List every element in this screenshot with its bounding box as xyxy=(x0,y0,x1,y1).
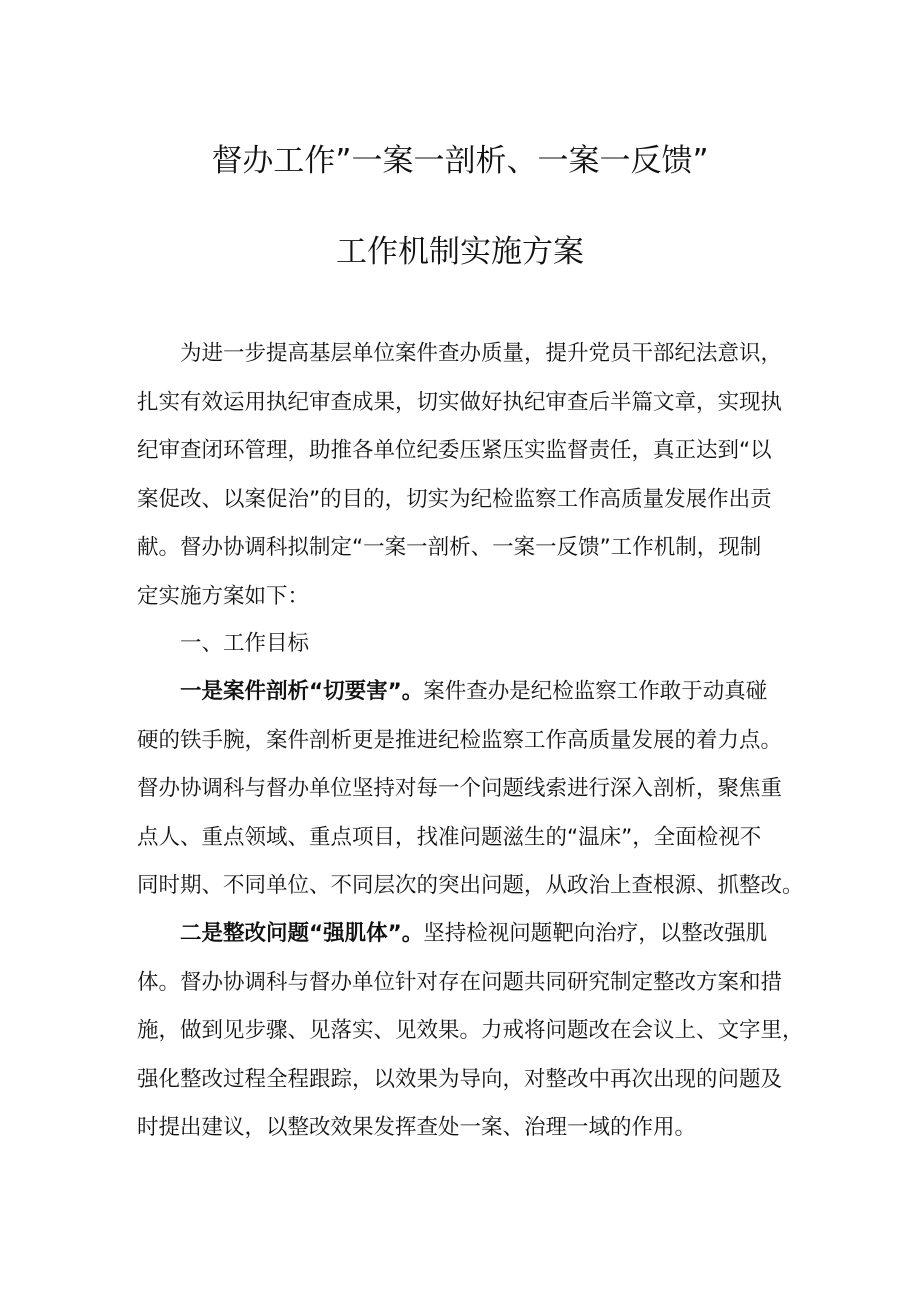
intro-line: 纪审查闭环管理，助推各单位纪委压紧压实监督责任，真正达到“以 xyxy=(137,438,772,463)
document-title-line-1: 督办工作”一案一剖析、一案一反馈” xyxy=(211,143,709,179)
intro-line: 为进一步提高基层单位案件查办质量，提升党员干部纪法意识， xyxy=(180,341,783,366)
intro-line: 定实施方案如下： xyxy=(137,583,310,609)
goal-item-1-lead: 一是案件剖析“切要害”。 xyxy=(180,679,424,704)
intro-line: 扎实有效运用执纪审查成果，切实做好执纪审查后半篇文章，实现执 xyxy=(137,389,783,415)
goal-item-1 xyxy=(137,668,804,911)
goal-item-2-line: 强化整改过程全程跟踪，以效果为导向，对整改中再次出现的问题及 xyxy=(137,1066,783,1092)
goal-item-1-line: 点人、重点领域、重点项目，找准问题滋生的“温床”，全面检视不 xyxy=(137,824,762,850)
goal-item-1-line: 硬的铁手腕，案件剖析更是推进纪检监察工作高质量发展的着力点。 xyxy=(137,727,783,753)
goal-item-2-lead: 二是整改问题“强肌体”。 xyxy=(180,921,424,946)
intro-line: 献。督办协调科拟制定“一案一剖析、一案一反馈”工作机制，现制 xyxy=(137,535,762,560)
goal-item-2-line: 体。督办协调科与督办单位针对存在问题共同研究制定整改方案和措 xyxy=(137,969,783,995)
goal-item-2 xyxy=(137,910,804,1153)
document-title-line-2: 工作机制实施方案 xyxy=(336,234,584,270)
goal-item-1-line: 同时期、不同单位、不同层次的突出问题，从政治上查根源、抓整改。 xyxy=(137,873,804,898)
goal-item-2-first-line xyxy=(137,910,787,959)
intro-paragraph xyxy=(137,330,787,621)
goal-item-1-first-line xyxy=(137,668,787,717)
goal-item-1-first-text: 案件查办是纪检监察工作敢于动真碰 xyxy=(423,679,768,704)
intro-line: 案促改、以案促治”的目的，切实为纪检监察工作高质量发展作出贡 xyxy=(137,486,772,512)
goal-item-1-line: 督办协调科与督办单位坚持对每一个问题线索进行深入剖析，聚焦重 xyxy=(137,776,783,801)
goal-item-2-line: 施，做到见步骤、见落实、见效果。力戒将问题改在会议上、文字里， xyxy=(137,1018,804,1043)
section-heading: 一、工作目标 xyxy=(180,631,310,656)
goal-item-2-line: 时提出建议，以整改效果发挥查处一案、治理一域的作用。 xyxy=(137,1115,697,1140)
goal-item-2-first-text: 坚持检视问题靶向治疗，以整改强肌 xyxy=(423,921,768,946)
